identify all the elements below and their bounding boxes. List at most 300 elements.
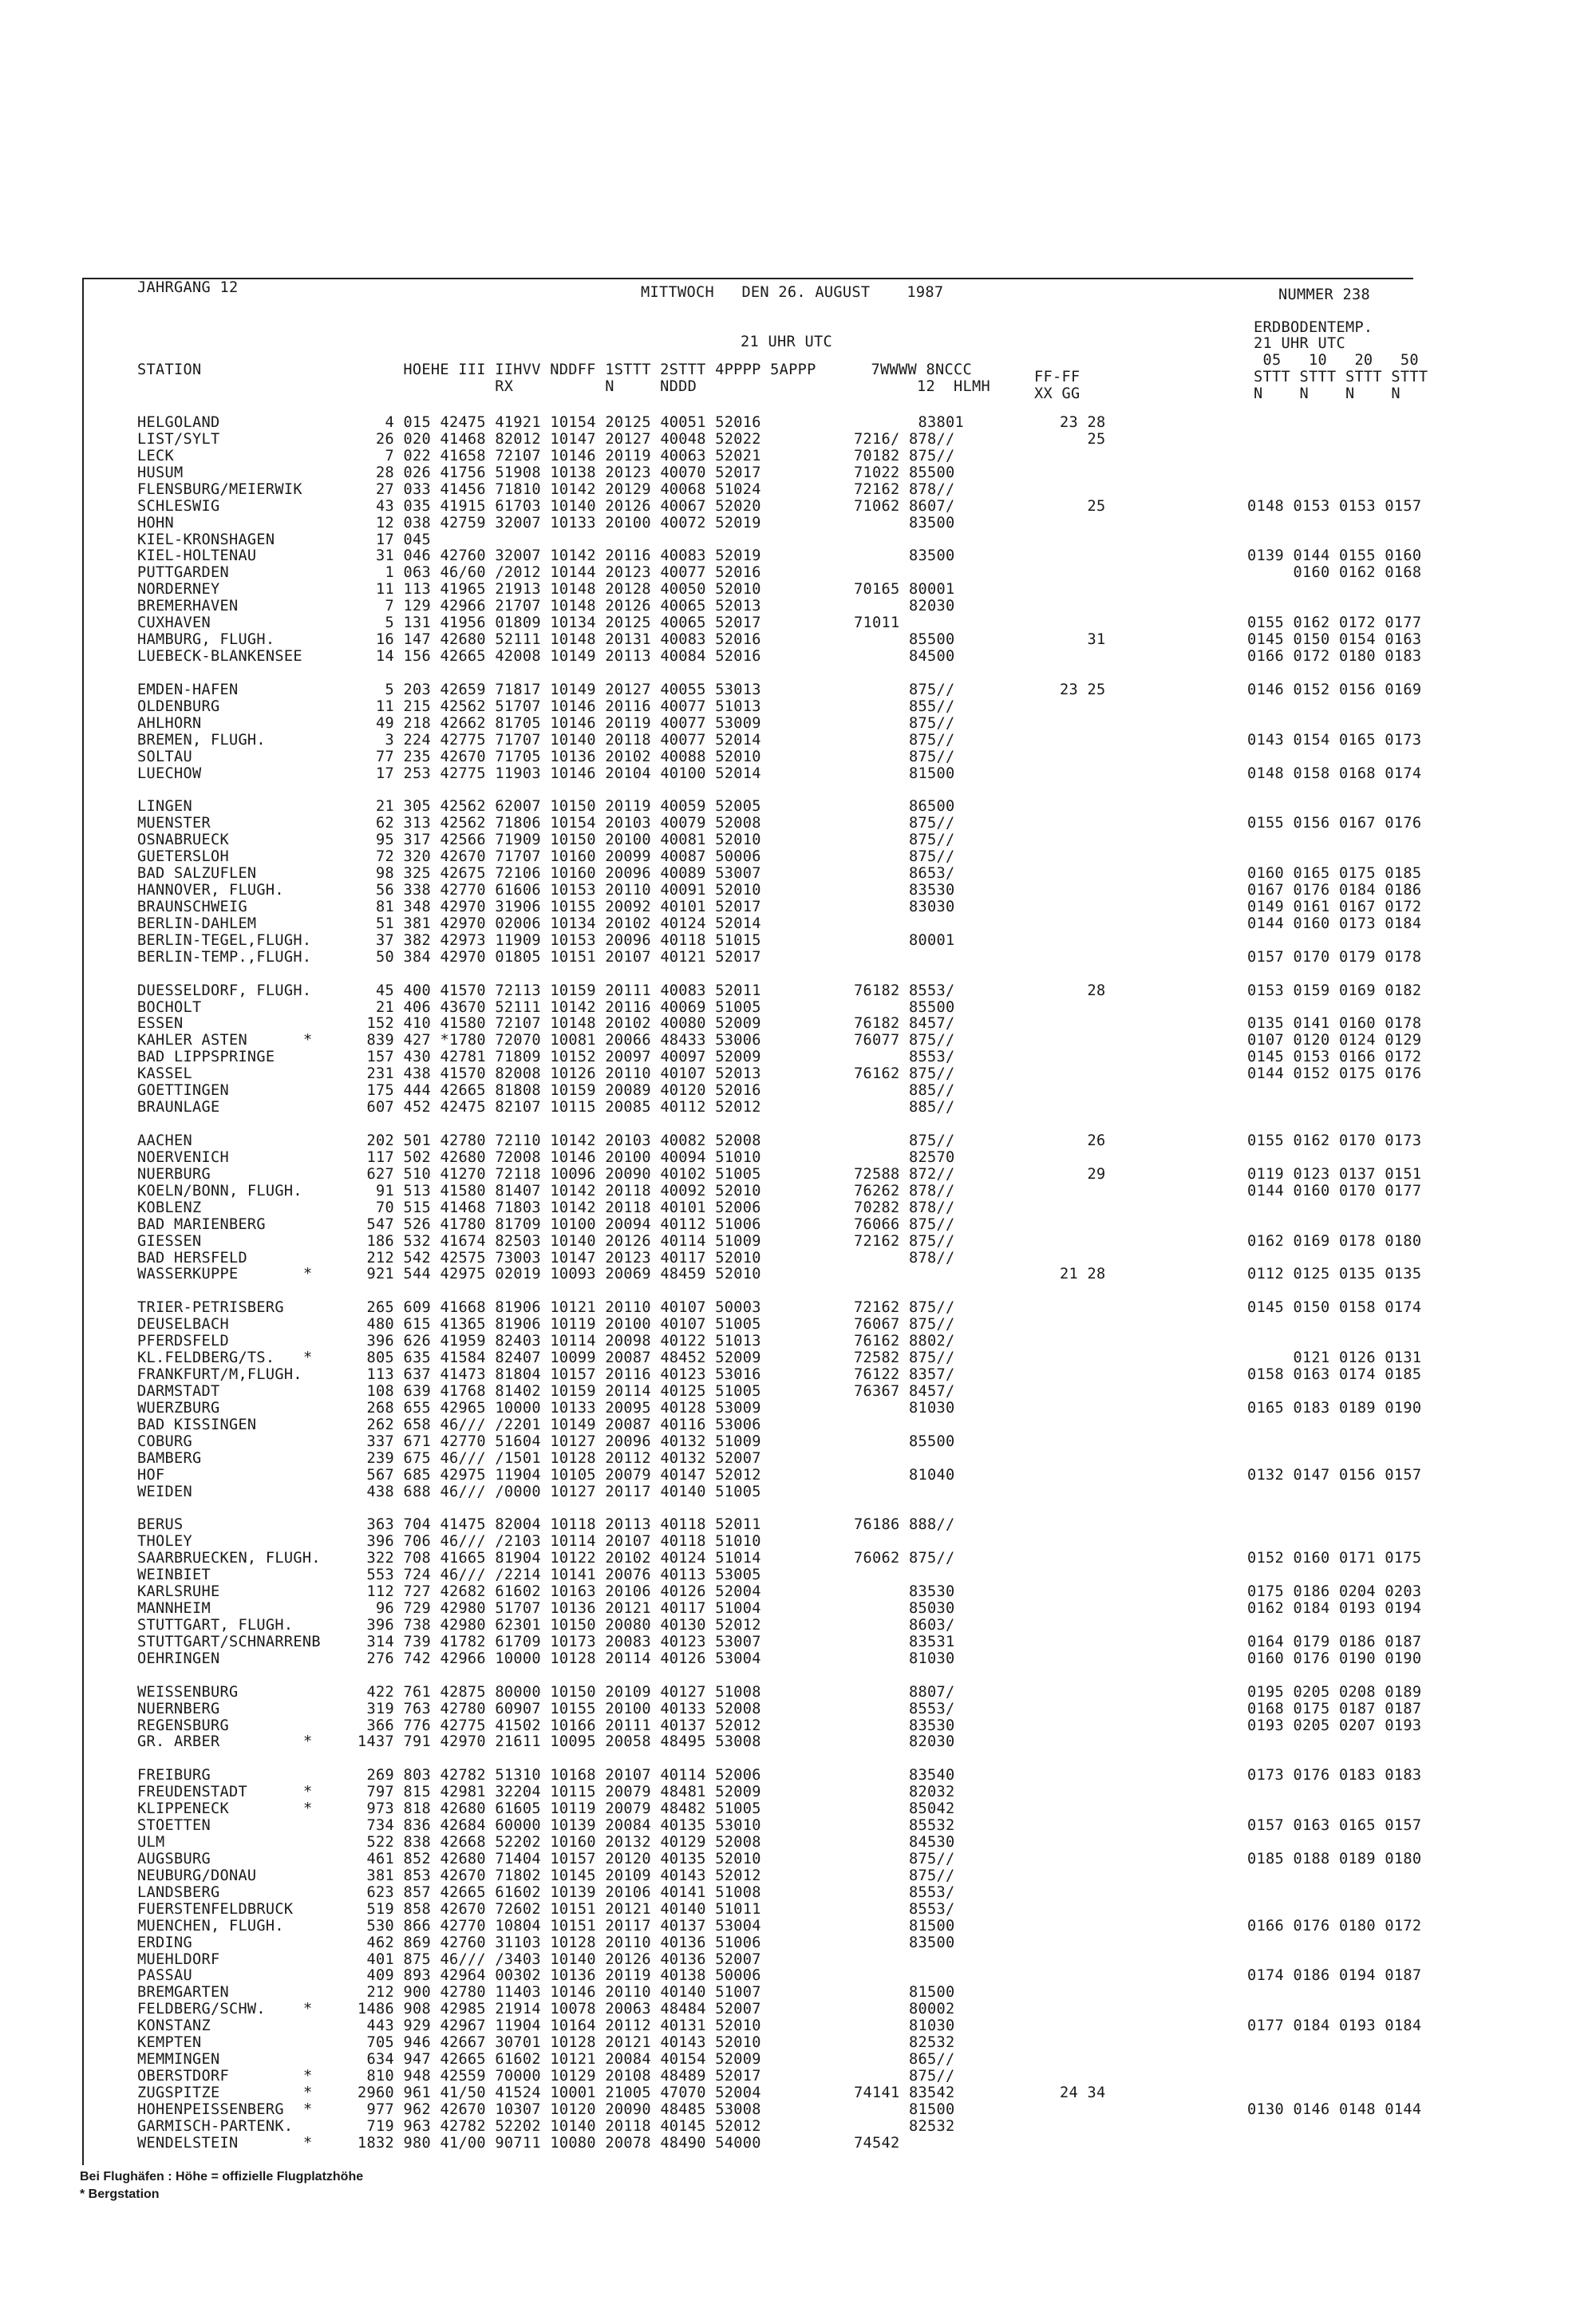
station-name: BERLIN-TEMP.,FLUGH. xyxy=(137,948,312,966)
synop-values: 396 706 46/// /2103 10114 20107 40118 51010 xyxy=(358,1533,761,1551)
station-name: NORDERNEY xyxy=(137,581,220,599)
soil-temperature-values: 0107 0120 0124 0129 xyxy=(1247,1032,1422,1049)
soil-temperature-values: 0157 0163 0165 0157 xyxy=(1247,1817,1422,1835)
soil-temperature-values: 0143 0154 0165 0173 xyxy=(1247,731,1422,749)
section-gap xyxy=(0,1500,1596,1516)
soil-temperature-values: 0121 0126 0131 xyxy=(1247,1350,1422,1367)
station-row xyxy=(0,1600,1596,1617)
synop-values: 27 033 41456 71810 10142 20129 40068 51024 xyxy=(358,480,761,498)
synop-groups-7-8: 878// xyxy=(854,1249,955,1267)
station-name: PFERDSFELD xyxy=(137,1333,229,1350)
soil-temp-codes: STTT STTT STTT STTT xyxy=(1254,369,1428,385)
synop-values: 152 410 41580 72107 10148 20102 40080 52009 xyxy=(358,1015,761,1033)
station-row xyxy=(0,698,1596,715)
synop-groups-7-8: 76066 875// xyxy=(854,1215,955,1233)
station-name: WUERZBURG xyxy=(137,1399,220,1417)
station-row xyxy=(0,1132,1596,1149)
synop-values: 43 035 41915 61703 10140 20126 40067 52020 xyxy=(358,497,761,515)
volume-label: JAHRGANG 12 xyxy=(137,279,239,296)
station-name: KONSTANZ xyxy=(137,2017,211,2035)
station-name: DARMSTADT xyxy=(137,1382,220,1400)
station-name: KASSEL xyxy=(137,1065,192,1083)
synop-groups-7-8: 8603/ xyxy=(854,1616,955,1634)
soil-temperature-values: 0168 0175 0187 0187 xyxy=(1247,1700,1422,1717)
soil-temperature-values: 0166 0176 0180 0172 xyxy=(1247,1917,1422,1934)
synop-values: 28 026 41756 51908 10138 20123 40070 52017 xyxy=(358,464,761,481)
synop-groups-7-8: 8553/ xyxy=(854,1883,955,1901)
station-name: COBURG xyxy=(137,1433,192,1450)
synop-values: 49 218 42662 81705 10146 20119 40077 53009 xyxy=(358,714,761,732)
synop-values: 337 671 42770 51604 10127 20096 40132 51009 xyxy=(358,1433,761,1450)
station-row xyxy=(0,865,1596,882)
station-row xyxy=(0,798,1596,815)
synop-groups-7-8: 82532 xyxy=(854,2117,955,2135)
soil-temperature-values: 0144 0160 0173 0184 xyxy=(1247,915,1422,932)
station-name: BERLIN-DAHLEM xyxy=(137,915,257,932)
soil-temperature-values: 0155 0156 0167 0176 xyxy=(1247,815,1422,832)
station-row xyxy=(0,2051,1596,2068)
synop-groups-7-8: 875// xyxy=(854,848,955,866)
station-row xyxy=(0,1316,1596,1333)
station-row xyxy=(0,1717,1596,1734)
synop-groups-7-8: 875// xyxy=(854,681,955,698)
synop-values: 977 962 42670 10307 10120 20090 48485 53008 xyxy=(358,2100,761,2118)
synop-values: 269 803 42782 51310 10168 20107 40114 52006 xyxy=(358,1767,761,1784)
synop-values: 81 348 42970 31906 10155 20092 40101 52017 xyxy=(358,898,761,915)
synop-groups-7-8: 85500 xyxy=(854,631,955,649)
station-row xyxy=(0,1015,1596,1032)
soil-temperature-values: 0152 0160 0171 0175 xyxy=(1247,1550,1422,1567)
station-name: REGENSBURG xyxy=(137,1717,229,1734)
synop-values: 21 406 43670 52111 10142 20116 40069 51005 xyxy=(358,998,761,1016)
wind-gust-values: 23 25 xyxy=(1060,681,1106,698)
station-name: PASSAU xyxy=(137,1967,192,1985)
station-name: PUTTGARDEN xyxy=(137,564,229,582)
station-name: MANNHEIM xyxy=(137,1600,211,1618)
station-name: DEUSELBACH xyxy=(137,1316,229,1334)
synop-values: 2960 961 41/50 41524 10001 21005 47070 52004 xyxy=(358,2085,761,2101)
synop-values: 553 724 46/// /2214 10141 20076 40113 53005 xyxy=(358,1567,761,1584)
soil-temperature-values: 0164 0179 0186 0187 xyxy=(1247,1633,1422,1650)
station-row xyxy=(0,1149,1596,1166)
synop-values: 1486 908 42985 21914 10078 20063 48484 52007 xyxy=(358,2001,761,2018)
mountain-station-marker: * xyxy=(303,1800,313,1818)
soil-temperature-values: 0145 0150 0154 0163 xyxy=(1247,631,1422,649)
station-name: KAHLER ASTEN xyxy=(137,1032,247,1049)
synop-values: 62 313 42562 71806 10154 20103 40079 52008 xyxy=(358,815,761,832)
station-row xyxy=(0,1684,1596,1701)
synop-values: 14 156 42665 42008 10149 20113 40084 52016 xyxy=(358,648,761,666)
station-row xyxy=(0,1817,1596,1834)
synop-values: 319 763 42780 60907 10155 20100 40133 52008 xyxy=(358,1700,761,1717)
soil-temperature-values: 0162 0184 0193 0194 xyxy=(1247,1600,1422,1618)
station-row xyxy=(0,882,1596,899)
station-row xyxy=(0,1733,1596,1750)
synop-values: 381 853 42670 71802 10145 20109 40143 52012 xyxy=(358,1867,761,1884)
soil-temperature-values: 0177 0184 0193 0184 xyxy=(1247,2017,1422,2035)
station-row xyxy=(0,1250,1596,1267)
synop-groups-7-8: 76182 8457/ xyxy=(854,1015,955,1033)
synop-groups-7-8: 83500 xyxy=(854,1934,955,1951)
synop-groups-7-8: 83500 xyxy=(854,547,955,565)
synop-groups-7-8: 74141 83542 xyxy=(854,2085,955,2101)
station-row xyxy=(0,1032,1596,1049)
synop-values: 462 869 42760 31103 10128 20110 40136 51006 xyxy=(358,1934,761,1951)
synop-groups-7-8: 875// xyxy=(854,748,955,765)
station-name: BAD MARIENBERG xyxy=(137,1215,266,1233)
synop-values: 973 818 42680 61605 10119 20079 48482 51005 xyxy=(358,1800,761,1818)
synop-values: 805 635 41584 82407 10099 20087 48452 52009 xyxy=(358,1350,761,1367)
synop-values: 17 253 42775 11903 10146 20104 40100 52014 xyxy=(358,765,761,782)
station-row xyxy=(0,1834,1596,1851)
station-name: HOHENPEISSENBERG xyxy=(137,2100,284,2118)
synop-values: 1437 791 42970 21611 10095 20058 48495 53008 xyxy=(358,1733,761,1751)
station-name: CUXHAVEN xyxy=(137,615,211,632)
station-row xyxy=(0,1166,1596,1183)
station-name: KARLSRUHE xyxy=(137,1583,220,1601)
synop-groups-7-8: 8553/ xyxy=(854,1049,955,1066)
mountain-station-marker: * xyxy=(303,1784,313,1801)
synop-groups-7-8: 71062 8607/ xyxy=(854,497,955,515)
station-row xyxy=(0,1467,1596,1484)
wind-gust-header-1: FF-FF xyxy=(1034,369,1080,385)
mountain-station-marker: * xyxy=(303,2085,313,2101)
station-row xyxy=(0,1583,1596,1600)
synop-values: 705 946 42667 30701 10128 20121 40143 52010 xyxy=(358,2034,761,2052)
soil-temperature-values: 0193 0205 0207 0193 xyxy=(1247,1717,1422,1734)
soil-temperature-values: 0145 0153 0166 0172 xyxy=(1247,1049,1422,1066)
station-name: AHLHORN xyxy=(137,714,202,732)
synop-values: 839 427 *1780 72070 10081 20066 48433 53006 xyxy=(358,1032,761,1049)
wind-gust-values: 23 28 xyxy=(1060,414,1106,431)
station-row xyxy=(0,1366,1596,1383)
station-name: KL.FELDBERG/TS. xyxy=(137,1350,275,1367)
station-name: SAARBRUECKEN, FLUGH. xyxy=(137,1550,321,1567)
station-row xyxy=(0,648,1596,665)
station-row xyxy=(0,1099,1596,1116)
station-row xyxy=(0,1533,1596,1550)
station-name: LUEBECK-BLANKENSEE xyxy=(137,648,302,666)
soil-temperature-values: 0144 0152 0175 0176 xyxy=(1247,1065,1422,1083)
soil-temperature-values: 0167 0176 0184 0186 xyxy=(1247,882,1422,899)
synop-values: 11 113 41965 21913 10148 20128 40050 52010 xyxy=(358,581,761,599)
station-name: MEMMINGEN xyxy=(137,2051,220,2069)
soil-temperature-values: 0157 0170 0179 0178 xyxy=(1247,948,1422,966)
soil-temperature-values: 0175 0186 0204 0203 xyxy=(1247,1583,1422,1601)
soil-temperature-values: 0130 0146 0148 0144 xyxy=(1247,2100,1422,2118)
synop-values: 322 708 41665 81904 10122 20102 40124 51014 xyxy=(358,1550,761,1567)
station-row xyxy=(0,848,1596,865)
station-row xyxy=(0,448,1596,464)
station-row xyxy=(0,1550,1596,1567)
synop-groups-7-8: 885// xyxy=(854,1082,955,1100)
synop-values: 17 045 xyxy=(358,531,431,548)
synop-values: 7 129 42966 21707 10148 20126 40065 52013 xyxy=(358,598,761,615)
soil-temperature-values: 0153 0159 0169 0182 xyxy=(1247,982,1422,999)
synop-values: 480 615 41365 81906 10119 20100 40107 51005 xyxy=(358,1316,761,1334)
soil-temp-depths: 05 10 20 50 xyxy=(1254,352,1419,369)
synop-groups-7-8: 84530 xyxy=(854,1834,955,1851)
station-row xyxy=(0,1383,1596,1400)
station-row xyxy=(0,615,1596,631)
synop-groups-7-8: 70182 875// xyxy=(854,447,955,464)
synop-values: 401 875 46/// /3403 10140 20126 40136 52007 xyxy=(358,1950,761,1968)
soil-temperature-values: 0160 0162 0168 xyxy=(1247,564,1422,582)
synop-values: 113 637 41473 81804 10157 20116 40123 53016 xyxy=(358,1366,761,1383)
synop-groups-7-8: 83530 xyxy=(854,1583,955,1601)
synop-values: 627 510 41270 72118 10096 20090 40102 51005 xyxy=(358,1165,761,1183)
station-name: THOLEY xyxy=(137,1533,192,1551)
station-row xyxy=(0,1333,1596,1350)
station-name: STUTTGART, FLUGH. xyxy=(137,1616,294,1634)
synop-values: 262 658 46/// /2201 10149 20087 40116 53006 xyxy=(358,1416,761,1433)
soil-temperature-values: 0165 0183 0189 0190 xyxy=(1247,1399,1422,1417)
station-row xyxy=(0,1450,1596,1467)
synop-groups-7-8: 70282 878// xyxy=(854,1199,955,1216)
observation-time: 21 UHR UTC xyxy=(741,334,832,350)
section-gap xyxy=(0,1750,1596,1767)
station-row xyxy=(0,1784,1596,1800)
synop-groups-7-8: 76062 875// xyxy=(854,1550,955,1567)
soil-temperature-values: 0195 0205 0208 0189 xyxy=(1247,1683,1422,1701)
station-name: WASSERKUPPE xyxy=(137,1266,239,1283)
synop-groups-7-8: 76186 888// xyxy=(854,1516,955,1534)
station-row xyxy=(0,949,1596,966)
mountain-station-marker: * xyxy=(303,2001,313,2018)
station-name: FRANKFURT/M,FLUGH. xyxy=(137,1366,302,1383)
station-row xyxy=(0,414,1596,431)
soil-temperature-values: 0173 0176 0183 0183 xyxy=(1247,1767,1422,1784)
soil-temperature-values: 0155 0162 0170 0173 xyxy=(1247,1132,1422,1149)
soil-temperature-values: 0148 0153 0153 0157 xyxy=(1247,497,1422,515)
synop-groups-7-8: 83540 xyxy=(854,1767,955,1784)
synop-groups-7-8: 76182 8553/ xyxy=(854,982,955,999)
synop-groups-7-8: 81030 xyxy=(854,1650,955,1667)
synop-groups-7-8: 875// xyxy=(854,1850,955,1867)
synop-groups-7-8: 875// xyxy=(854,2068,955,2085)
soil-temperature-values: 0132 0147 0156 0157 xyxy=(1247,1466,1422,1484)
section-gap xyxy=(0,781,1596,798)
station-name: HOF xyxy=(137,1466,165,1484)
soil-temperature-values: 0155 0162 0172 0177 xyxy=(1247,615,1422,632)
station-name: OEHRINGEN xyxy=(137,1650,220,1667)
synop-values: 547 526 41780 81709 10100 20094 40112 51006 xyxy=(358,1215,761,1233)
station-name: BERUS xyxy=(137,1516,184,1534)
frame-top-line xyxy=(82,278,1413,279)
section-gap xyxy=(0,1116,1596,1132)
station-name: KIEL-HOLTENAU xyxy=(137,547,257,565)
station-name: BREMEN, FLUGH. xyxy=(137,731,266,749)
soil-temperature-values: 0112 0125 0135 0135 xyxy=(1247,1266,1422,1283)
synop-values: 202 501 42780 72110 10142 20103 40082 52008 xyxy=(358,1132,761,1149)
station-name: AUGSBURG xyxy=(137,1850,211,1867)
station-row xyxy=(0,1967,1596,1984)
synop-values: 95 317 42566 71909 10150 20100 40081 52010 xyxy=(358,832,761,849)
wind-gust-values: 21 28 xyxy=(1060,1266,1106,1283)
synop-values: 719 963 42782 52202 10140 20118 40145 52012 xyxy=(358,2117,761,2135)
station-name: SOLTAU xyxy=(137,748,192,765)
station-row xyxy=(0,2001,1596,2017)
column-header-line1: STATION HOEHE III IIHVV NDDFF 1STTT 2STTT 4PPPP 5APPP 7WWWW 8NCCC xyxy=(137,362,972,378)
mountain-station-marker: * xyxy=(303,2134,313,2152)
synop-values: 4 015 42475 41921 10154 20125 40051 52016 xyxy=(358,414,761,431)
station-name: AACHEN xyxy=(137,1132,192,1149)
station-row xyxy=(0,1984,1596,2001)
station-name: FELDBERG/SCHW. xyxy=(137,2001,266,2018)
station-row xyxy=(0,581,1596,598)
synop-groups-7-8: 82032 xyxy=(854,1784,955,1801)
wind-gust-header-2: XX GG xyxy=(1034,385,1080,402)
synop-values: 108 639 41768 81402 10159 20114 40125 51005 xyxy=(358,1382,761,1400)
synop-groups-7-8: 71022 85500 xyxy=(854,464,955,481)
station-row xyxy=(0,1216,1596,1233)
synop-groups-7-8: 875// xyxy=(854,714,955,732)
station-name: GOETTINGEN xyxy=(137,1082,229,1100)
station-name: HUSUM xyxy=(137,464,184,481)
station-name: OSNABRUECK xyxy=(137,832,229,849)
synop-values: 212 900 42780 11403 10146 20110 40140 51007 xyxy=(358,1984,761,2002)
synop-groups-7-8: 875// xyxy=(854,832,955,849)
station-row xyxy=(0,832,1596,848)
synop-groups-7-8: 76122 8357/ xyxy=(854,1366,955,1383)
station-row xyxy=(0,1299,1596,1316)
station-row xyxy=(0,682,1596,698)
section-gap xyxy=(0,1282,1596,1299)
synop-values: 37 382 42973 11909 10153 20096 40118 51015 xyxy=(358,931,761,949)
synop-values: 112 727 42682 61602 10163 20106 40126 52004 xyxy=(358,1583,761,1601)
station-name: BAMBERG xyxy=(137,1449,202,1467)
synop-values: 623 857 42665 61602 10139 20106 40141 51008 xyxy=(358,1883,761,1901)
station-row xyxy=(0,1400,1596,1417)
station-row xyxy=(0,631,1596,648)
synop-values: 634 947 42665 61602 10121 20084 40154 52009 xyxy=(358,2051,761,2069)
wind-gust-values: 25 xyxy=(1060,430,1106,448)
station-row xyxy=(0,765,1596,782)
station-row xyxy=(0,2068,1596,2085)
synop-groups-7-8: 855// xyxy=(854,698,955,715)
station-name: STOETTEN xyxy=(137,1817,211,1835)
station-row xyxy=(0,1634,1596,1650)
soil-temperature-values: 0146 0152 0156 0169 xyxy=(1247,681,1422,698)
synop-groups-7-8: 72588 872// xyxy=(854,1165,955,1183)
section-gap xyxy=(0,966,1596,982)
mountain-station-marker: * xyxy=(303,1350,313,1367)
station-name: BAD HERSFELD xyxy=(137,1249,247,1267)
synop-groups-7-8: 875// xyxy=(854,815,955,832)
section-gap xyxy=(0,665,1596,682)
station-row xyxy=(0,1650,1596,1667)
synop-values: 117 502 42680 72008 10146 20100 40094 51010 xyxy=(358,1148,761,1166)
station-row xyxy=(0,1701,1596,1717)
synop-values: 11 215 42562 51707 10146 20116 40077 51013 xyxy=(358,698,761,715)
soil-temp-units: N N N N xyxy=(1254,385,1400,402)
synop-values: 1 063 46/60 /2012 10144 20123 40077 52016 xyxy=(358,564,761,582)
synop-values: 810 948 42559 70000 10129 20108 48489 52017 xyxy=(358,2068,761,2085)
station-name: GUETERSLOH xyxy=(137,848,229,866)
column-header-line2: RX N NDDD 12 HLMH xyxy=(137,378,990,395)
station-row xyxy=(0,1918,1596,1934)
synop-values: 396 738 42980 62301 10150 20080 40130 52012 xyxy=(358,1616,761,1634)
station-row xyxy=(0,1617,1596,1634)
synop-groups-7-8: 7216/ 878// xyxy=(854,430,955,448)
synop-groups-7-8: 70165 80001 xyxy=(854,581,955,599)
station-name: LINGEN xyxy=(137,798,192,816)
synop-groups-7-8: 81030 xyxy=(854,1399,955,1417)
station-name: FLENSBURG/MEIERWIK xyxy=(137,480,302,498)
synop-values: 734 836 42684 60000 10139 20084 40135 53010 xyxy=(358,1817,761,1835)
synop-values: 366 776 42775 41502 10166 20111 40137 52012 xyxy=(358,1717,761,1734)
synop-values: 438 688 46/// /0000 10127 20117 40140 51005 xyxy=(358,1483,761,1500)
synop-values: 50 384 42970 01805 10151 20107 40121 52017 xyxy=(358,948,761,966)
synop-values: 56 338 42770 61606 10153 20110 40091 52010 xyxy=(358,882,761,899)
station-name: WEINBIET xyxy=(137,1567,211,1584)
soil-temp-time: 21 UHR UTC xyxy=(1254,335,1345,352)
station-row xyxy=(0,1233,1596,1250)
synop-groups-7-8: 80002 xyxy=(854,2001,955,2018)
synop-groups-7-8: 81500 xyxy=(854,1984,955,2002)
synop-groups-7-8: 76367 8457/ xyxy=(854,1382,955,1400)
synop-values: 98 325 42675 72106 10160 20096 40089 53007 xyxy=(358,865,761,883)
synop-groups-7-8: 72582 875// xyxy=(854,1350,955,1367)
synop-groups-7-8: 86500 xyxy=(854,798,955,816)
station-name: BRAUNLAGE xyxy=(137,1099,220,1116)
soil-temperature-values: 0160 0176 0190 0190 xyxy=(1247,1650,1422,1667)
station-row xyxy=(0,598,1596,615)
station-name: WEIDEN xyxy=(137,1483,192,1500)
synop-values: 91 513 41580 81407 10142 20118 40092 52010 xyxy=(358,1182,761,1199)
synop-values: 5 131 41956 01809 10134 20125 40065 52017 xyxy=(358,615,761,632)
synop-values: 607 452 42475 82107 10115 20085 40112 52012 xyxy=(358,1099,761,1116)
date-line: MITTWOCH DEN 26. AUGUST 1987 xyxy=(641,284,944,301)
synop-values: 26 020 41468 82012 10147 20127 40048 52022 xyxy=(358,430,761,448)
synop-groups-7-8: 83500 xyxy=(854,514,955,532)
synop-values: 72 320 42670 71707 10160 20099 40087 50006 xyxy=(358,848,761,866)
station-row xyxy=(0,464,1596,481)
station-name: MUEHLDORF xyxy=(137,1950,220,1968)
synop-groups-7-8: 8653/ xyxy=(854,865,955,883)
station-name: ESSEN xyxy=(137,1015,184,1033)
mountain-station-marker: * xyxy=(303,1266,313,1283)
station-name: KEMPTEN xyxy=(137,2034,202,2052)
synop-groups-7-8: 83030 xyxy=(854,898,955,915)
station-row xyxy=(0,547,1596,564)
synop-groups-7-8: 76162 8802/ xyxy=(854,1333,955,1350)
synop-values: 567 685 42975 11904 10105 20079 40147 52012 xyxy=(358,1466,761,1484)
mountain-station-marker: * xyxy=(303,1733,313,1751)
synop-groups-7-8: 82030 xyxy=(854,1733,955,1751)
station-name: KLIPPENECK xyxy=(137,1800,229,1818)
issue-number: NUMMER 238 xyxy=(1278,287,1370,303)
synop-groups-7-8: 83530 xyxy=(854,1717,955,1734)
synop-values: 443 929 42967 11904 10164 20112 40131 52010 xyxy=(358,2017,761,2035)
synop-groups-7-8: 76162 875// xyxy=(854,1065,955,1083)
section-gap xyxy=(0,1667,1596,1684)
station-name: BREMERHAVEN xyxy=(137,598,239,615)
station-name: BAD SALZUFLEN xyxy=(137,865,257,883)
station-name: HOHN xyxy=(137,514,174,532)
synop-groups-7-8: 875// xyxy=(854,1867,955,1884)
wind-gust-values: 24 34 xyxy=(1060,2085,1106,2101)
station-row xyxy=(0,732,1596,749)
synop-values: 1832 980 41/00 90711 10080 20078 48490 54000 xyxy=(358,2134,761,2152)
footnote-airports: Bei Flughäfen : Höhe = offizielle Flugplatzhöhe xyxy=(80,2170,364,2183)
station-row xyxy=(0,2017,1596,2034)
synop-groups-7-8: 885// xyxy=(854,1099,955,1116)
station-name: KIEL-KRONSHAGEN xyxy=(137,531,275,548)
station-name: FREUDENSTADT xyxy=(137,1784,247,1801)
station-row xyxy=(0,498,1596,515)
synop-values: 530 866 42770 10804 10151 20117 40137 53004 xyxy=(358,1917,761,1934)
